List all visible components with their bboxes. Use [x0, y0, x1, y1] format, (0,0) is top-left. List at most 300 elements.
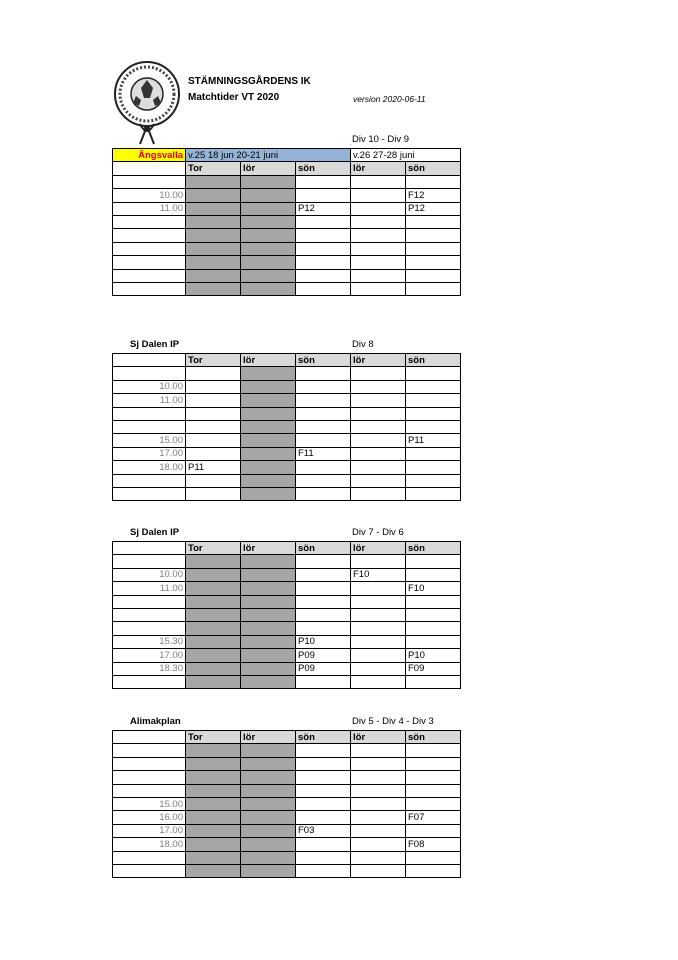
match-cell	[351, 434, 406, 447]
match-cell: P10	[296, 635, 351, 648]
match-cell	[241, 622, 296, 635]
match-cell	[351, 394, 406, 407]
match-cell	[406, 269, 461, 282]
match-cell	[186, 420, 241, 433]
day-header: sön	[406, 731, 461, 744]
match-cell	[351, 367, 406, 380]
match-cell	[296, 811, 351, 824]
version-label: version 2020-06-11	[353, 94, 426, 104]
match-cell	[351, 215, 406, 228]
header-row	[113, 731, 461, 744]
match-cell	[241, 635, 296, 648]
match-cell: F03	[296, 824, 351, 837]
match-cell	[186, 622, 241, 635]
day-header: lör	[351, 354, 406, 367]
table-row	[113, 474, 461, 487]
table-row	[113, 215, 461, 228]
match-cell	[296, 229, 351, 242]
time-cell	[113, 744, 186, 757]
match-cell	[186, 635, 241, 648]
match-cell	[186, 407, 241, 420]
time-cell	[113, 367, 186, 380]
time-cell: 10.00	[113, 189, 186, 202]
match-cell: P11	[406, 434, 461, 447]
match-cell	[296, 420, 351, 433]
match-cell	[351, 269, 406, 282]
match-cell	[241, 864, 296, 877]
table-row	[113, 582, 461, 595]
time-cell	[113, 407, 186, 420]
match-cell	[351, 189, 406, 202]
match-cell	[406, 757, 461, 770]
match-cell	[351, 256, 406, 269]
match-cell	[406, 394, 461, 407]
match-cell	[241, 407, 296, 420]
table-row	[113, 864, 461, 877]
match-cell: P12	[406, 202, 461, 215]
match-cell	[241, 474, 296, 487]
time-cell: 18.00	[113, 461, 186, 474]
division-label: Div 8	[352, 339, 374, 350]
time-cell	[113, 215, 186, 228]
match-cell	[241, 242, 296, 255]
schedule-section-sjdalen-div8	[112, 339, 462, 501]
day-header: sön	[406, 542, 461, 555]
match-cell	[186, 582, 241, 595]
match-cell	[351, 824, 406, 837]
table-row	[113, 407, 461, 420]
match-cell	[296, 175, 351, 188]
match-cell	[351, 229, 406, 242]
table-row	[113, 282, 461, 295]
day-header: lör	[351, 162, 406, 175]
match-cell	[186, 215, 241, 228]
match-cell	[406, 675, 461, 688]
match-cell	[186, 256, 241, 269]
day-header: sön	[296, 162, 351, 175]
match-cell	[241, 434, 296, 447]
match-cell: P11	[186, 461, 241, 474]
match-cell	[186, 189, 241, 202]
table-row	[113, 608, 461, 621]
time-cell	[113, 487, 186, 500]
time-cell: 15.00	[113, 797, 186, 810]
match-cell	[296, 675, 351, 688]
match-cell	[406, 784, 461, 797]
match-cell	[406, 797, 461, 810]
match-cell	[406, 851, 461, 864]
table-row	[113, 487, 461, 500]
day-header: sön	[296, 731, 351, 744]
time-cell: 18.30	[113, 662, 186, 675]
time-cell	[113, 608, 186, 621]
week-label: v.25 18 jun 20-21 juni	[186, 149, 351, 162]
match-cell	[296, 757, 351, 770]
match-cell	[241, 189, 296, 202]
match-cell	[186, 434, 241, 447]
match-cell	[351, 811, 406, 824]
table-row	[113, 675, 461, 688]
match-cell	[186, 568, 241, 581]
match-cell	[406, 568, 461, 581]
match-cell	[296, 242, 351, 255]
match-cell	[351, 649, 406, 662]
time-cell: 10.00	[113, 568, 186, 581]
day-header: lör	[241, 731, 296, 744]
match-cell	[406, 744, 461, 757]
match-cell: F11	[296, 447, 351, 460]
match-cell	[186, 242, 241, 255]
day-header: sön	[296, 354, 351, 367]
time-cell	[113, 555, 186, 568]
match-cell	[241, 269, 296, 282]
division-label: Div 5 - Div 4 - Div 3	[352, 716, 434, 727]
time-cell	[113, 269, 186, 282]
table-row	[113, 242, 461, 255]
match-cell: P09	[296, 649, 351, 662]
match-cell	[241, 394, 296, 407]
time-cell: 17.00	[113, 447, 186, 460]
match-cell	[296, 269, 351, 282]
match-cell	[241, 447, 296, 460]
match-cell: P09	[296, 662, 351, 675]
division-label: Div 7 - Div 6	[352, 527, 404, 538]
match-cell	[186, 757, 241, 770]
table-row	[113, 757, 461, 770]
table-row	[113, 461, 461, 474]
time-cell	[113, 622, 186, 635]
match-cell: P12	[296, 202, 351, 215]
match-cell	[296, 622, 351, 635]
match-cell	[351, 407, 406, 420]
match-cell	[406, 824, 461, 837]
match-cell	[351, 864, 406, 877]
table-row	[113, 269, 461, 282]
match-cell	[241, 851, 296, 864]
match-cell	[406, 622, 461, 635]
time-cell: 11.00	[113, 394, 186, 407]
time-cell	[113, 851, 186, 864]
match-cell	[351, 487, 406, 500]
match-cell	[241, 461, 296, 474]
match-cell	[351, 202, 406, 215]
match-cell	[186, 824, 241, 837]
match-cell	[406, 447, 461, 460]
match-cell	[351, 420, 406, 433]
club-name: STÄMNINGSGÅRDENS IK	[188, 76, 311, 87]
match-cell	[296, 784, 351, 797]
schedule-table	[112, 148, 461, 296]
match-cell	[186, 838, 241, 851]
table-row	[113, 771, 461, 784]
match-cell	[351, 608, 406, 621]
day-header: sön	[406, 354, 461, 367]
match-cell	[351, 461, 406, 474]
match-cell	[296, 487, 351, 500]
division-label: Div 10 - Div 9	[352, 134, 410, 145]
match-cell	[351, 282, 406, 295]
time-cell	[113, 757, 186, 770]
match-cell	[241, 595, 296, 608]
header-row	[113, 162, 461, 175]
match-cell	[241, 380, 296, 393]
match-cell	[406, 407, 461, 420]
match-cell	[351, 380, 406, 393]
schedule-section-alimakplan	[112, 716, 462, 878]
match-cell	[406, 474, 461, 487]
table-row	[113, 797, 461, 810]
week-label: v.26 27-28 juni	[351, 149, 461, 162]
match-cell: F10	[406, 582, 461, 595]
day-header: lör	[241, 354, 296, 367]
match-cell	[186, 608, 241, 621]
schedule-table	[112, 730, 461, 878]
match-cell	[406, 175, 461, 188]
match-cell	[186, 269, 241, 282]
match-cell	[241, 771, 296, 784]
time-cell	[113, 282, 186, 295]
match-cell	[296, 595, 351, 608]
match-cell	[241, 202, 296, 215]
match-cell	[296, 189, 351, 202]
match-cell	[186, 282, 241, 295]
venue-label: Sj Dalen IP	[130, 527, 180, 538]
match-cell	[406, 420, 461, 433]
match-cell	[406, 367, 461, 380]
match-cell: F09	[406, 662, 461, 675]
match-cell	[406, 256, 461, 269]
match-cell	[241, 608, 296, 621]
table-row	[113, 662, 461, 675]
match-cell	[296, 367, 351, 380]
match-cell	[351, 662, 406, 675]
match-cell	[406, 242, 461, 255]
match-cell	[241, 649, 296, 662]
match-cell	[351, 622, 406, 635]
match-cell	[296, 407, 351, 420]
match-cell	[296, 434, 351, 447]
schedule-table	[112, 541, 461, 689]
table-row	[113, 568, 461, 581]
match-cell	[186, 595, 241, 608]
time-cell	[113, 784, 186, 797]
match-cell	[406, 608, 461, 621]
table-row	[113, 367, 461, 380]
time-cell	[113, 242, 186, 255]
day-header: Tor	[186, 542, 241, 555]
match-cell	[351, 838, 406, 851]
time-cell	[113, 420, 186, 433]
match-cell	[186, 784, 241, 797]
match-cell	[241, 675, 296, 688]
schedule-section-sjdalen-div7	[112, 527, 462, 689]
schedule-section-angsvalla	[112, 134, 462, 296]
match-cell	[241, 784, 296, 797]
match-cell: F10	[351, 568, 406, 581]
table-row	[113, 380, 461, 393]
time-cell: 15.00	[113, 434, 186, 447]
match-cell	[186, 662, 241, 675]
venue-label: Sj Dalen IP	[130, 339, 180, 350]
time-cell	[113, 595, 186, 608]
page-subtitle: Matchtider VT 2020	[188, 92, 280, 103]
match-cell	[241, 367, 296, 380]
match-cell	[296, 256, 351, 269]
match-cell	[241, 215, 296, 228]
time-cell	[113, 771, 186, 784]
match-cell	[241, 282, 296, 295]
match-cell	[351, 555, 406, 568]
match-cell	[186, 811, 241, 824]
match-cell	[186, 555, 241, 568]
table-row	[113, 189, 461, 202]
match-cell	[296, 380, 351, 393]
table-row	[113, 838, 461, 851]
match-cell	[351, 242, 406, 255]
match-cell	[241, 757, 296, 770]
table-row	[113, 555, 461, 568]
match-cell	[296, 744, 351, 757]
match-cell	[296, 461, 351, 474]
match-cell	[351, 474, 406, 487]
table-row	[113, 851, 461, 864]
table-row	[113, 649, 461, 662]
match-cell: F12	[406, 189, 461, 202]
match-cell	[406, 461, 461, 474]
table-row	[113, 784, 461, 797]
table-row	[113, 229, 461, 242]
match-cell	[406, 864, 461, 877]
match-cell	[296, 568, 351, 581]
day-header: lör	[241, 542, 296, 555]
match-cell	[351, 595, 406, 608]
match-cell	[406, 282, 461, 295]
day-header: Tor	[186, 162, 241, 175]
match-cell	[241, 824, 296, 837]
match-cell	[296, 771, 351, 784]
time-cell	[113, 175, 186, 188]
venue-label: Alimakplan	[130, 716, 181, 727]
match-cell	[406, 771, 461, 784]
table-row	[113, 622, 461, 635]
match-cell	[241, 582, 296, 595]
table-row	[113, 420, 461, 433]
header-row	[113, 542, 461, 555]
match-cell	[296, 851, 351, 864]
match-cell	[296, 394, 351, 407]
day-header: Tor	[186, 354, 241, 367]
table-row	[113, 811, 461, 824]
match-cell	[351, 784, 406, 797]
table-row	[113, 447, 461, 460]
match-cell	[186, 474, 241, 487]
match-cell	[241, 256, 296, 269]
match-cell	[241, 487, 296, 500]
match-cell	[186, 744, 241, 757]
match-cell	[296, 582, 351, 595]
day-header: sön	[296, 542, 351, 555]
match-cell	[241, 555, 296, 568]
time-cell	[113, 864, 186, 877]
time-cell	[113, 675, 186, 688]
match-cell	[296, 838, 351, 851]
table-row	[113, 635, 461, 648]
match-cell	[406, 635, 461, 648]
table-row	[113, 434, 461, 447]
venue-label: Ängsvalla	[113, 149, 186, 162]
match-cell	[296, 608, 351, 621]
time-cell: 17.00	[113, 649, 186, 662]
match-cell	[406, 229, 461, 242]
table-row	[113, 595, 461, 608]
match-cell	[186, 487, 241, 500]
match-cell	[241, 568, 296, 581]
match-cell	[186, 202, 241, 215]
match-cell	[351, 771, 406, 784]
match-cell	[186, 675, 241, 688]
time-cell: 15.30	[113, 635, 186, 648]
match-cell	[296, 282, 351, 295]
match-cell	[241, 811, 296, 824]
time-cell: 17.00	[113, 824, 186, 837]
day-header: lör	[351, 542, 406, 555]
time-cell: 11.00	[113, 582, 186, 595]
day-header: Tor	[186, 731, 241, 744]
table-row	[113, 256, 461, 269]
match-cell	[186, 380, 241, 393]
match-cell	[186, 649, 241, 662]
match-cell	[186, 797, 241, 810]
table-row	[113, 744, 461, 757]
match-cell	[186, 864, 241, 877]
table-row	[113, 394, 461, 407]
time-cell	[113, 256, 186, 269]
match-cell	[406, 215, 461, 228]
table-row	[113, 175, 461, 188]
match-cell	[406, 487, 461, 500]
match-cell	[351, 757, 406, 770]
match-cell	[186, 394, 241, 407]
match-cell	[351, 851, 406, 864]
match-cell	[351, 675, 406, 688]
day-header: lör	[241, 162, 296, 175]
match-cell	[296, 864, 351, 877]
match-cell	[186, 229, 241, 242]
match-cell	[406, 555, 461, 568]
club-logo	[110, 58, 184, 146]
match-cell	[351, 447, 406, 460]
match-cell	[241, 662, 296, 675]
match-cell: F07	[406, 811, 461, 824]
match-cell	[351, 797, 406, 810]
match-cell	[296, 797, 351, 810]
match-cell	[406, 595, 461, 608]
match-cell	[296, 215, 351, 228]
match-cell	[351, 582, 406, 595]
match-cell	[406, 380, 461, 393]
time-cell: 11.00	[113, 202, 186, 215]
time-cell: 10.00	[113, 380, 186, 393]
match-cell: F08	[406, 838, 461, 851]
match-cell	[241, 744, 296, 757]
match-cell	[296, 555, 351, 568]
match-cell	[186, 175, 241, 188]
match-cell: P10	[406, 649, 461, 662]
time-cell	[113, 474, 186, 487]
day-header: lör	[351, 731, 406, 744]
time-cell	[113, 229, 186, 242]
match-cell	[186, 447, 241, 460]
